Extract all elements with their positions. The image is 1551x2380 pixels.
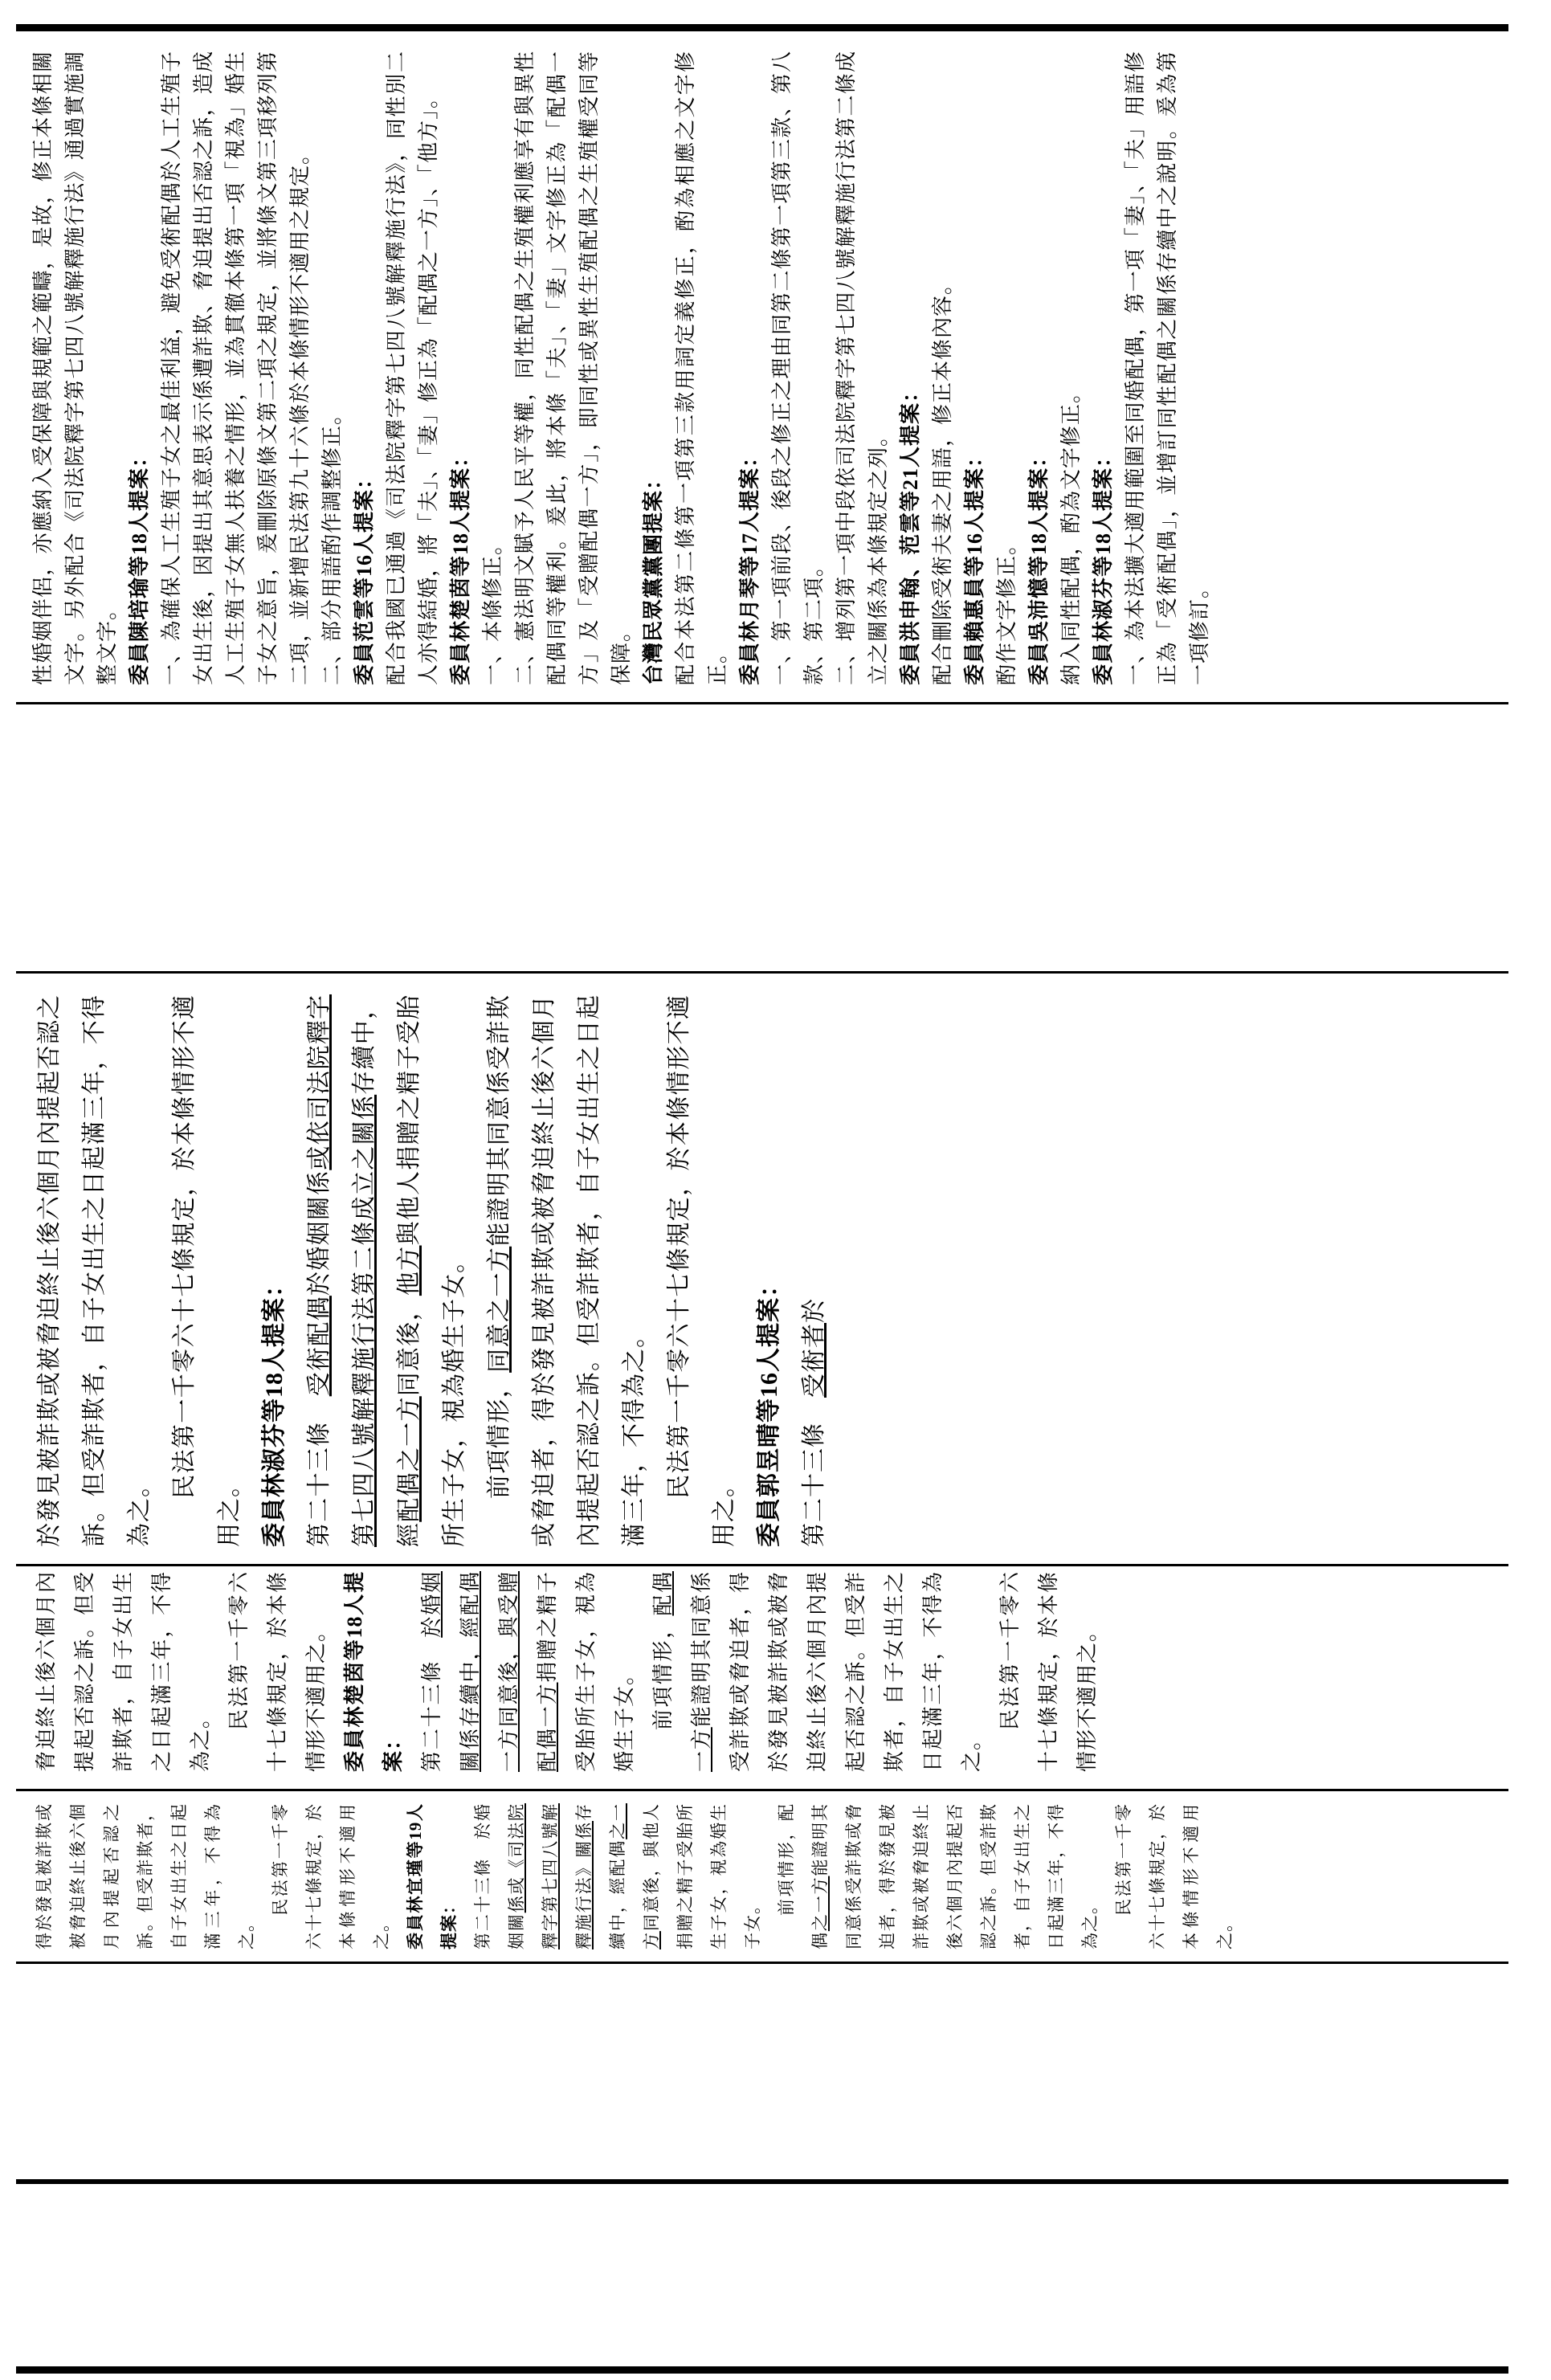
text-run: 委員林淑芬等18人提案： [261, 1272, 288, 1547]
text-run: 或依司法院釋字第七四八號解釋施行法第二條成立之關係 [306, 994, 378, 1547]
proposal-column-linyichin-body [769, 1803, 1107, 1949]
text-run: 能證明其同意係受詐欺或脅迫者，得於發見被詐欺或被脅迫終止後六個月內提起否認之訴。但受詐欺者，自子女出生之日起滿三年，不得為之。 [810, 1802, 1100, 1949]
text-run: 二、部分用語酌作調整修正。 [320, 402, 344, 685]
text-run: 一、第一項前段、後段之修正之理由同第二條第一項第三款、第八款、第二項。 [770, 51, 826, 685]
text-run: 一、為確保人工生殖子女之最佳利益，避免受術配偶於人工生殖子女出生後，因提出其意思表示係遭詐欺、脅迫提出否認之訴，造成人工生殖子女無人扶養之情形，並為貫徹本條第一項「視為」婚生子女之意旨，爰刪除原條文第二項之規定，並將條文第三項移列第二項，並新增民法第九十六條於本條情形不適用之規定。 [160, 51, 312, 685]
text-run: 二、增列第一項中段依司法院釋字第七四八號解釋施行法第二條成立之關係為本條規定之列。 [835, 51, 890, 685]
text-run: 委員林淑芬等18人提案： [1092, 445, 1115, 685]
text-run: 同意後，與他人捐贈之精子受胎所生子女，視為婚生子女。 [642, 1802, 762, 1949]
explanation-column-item [477, 51, 509, 685]
text-run: 同意之一方 [486, 1246, 512, 1373]
text-run: 配合我國已通過《司法院釋字第七四八號解釋施行法》，同性別二人亦得結婚，將「夫」、「妻」修正為「配偶之一方」、「他方」。 [385, 51, 440, 685]
text-run: 配偶一方 [651, 1571, 713, 1772]
proposal-column-linshufen-guoyuching-header [747, 994, 792, 1547]
text-run: 台灣民眾黨黨團提案： [642, 467, 665, 685]
column-empty-column-b [16, 1970, 1508, 2176]
text-run: 前項情形， [651, 1615, 675, 1730]
text-run: 存續中，經配偶 [574, 1803, 627, 1949]
column-proposal-column-linyichin [16, 1798, 1508, 1954]
explanation-column-item [316, 51, 349, 685]
explanation-column-header [959, 51, 991, 685]
text-run: 民法第一千零六十七條規定，於本條情形不適用之。 [171, 994, 243, 1547]
column-explanation-column [16, 46, 1508, 690]
text-run: 與他人捐贈之精子受胎所生子女，視為婚生子女。 [396, 994, 467, 1547]
proposal-column-linchuyin-tail [27, 1571, 220, 1772]
explanation-column-header [1023, 51, 1055, 685]
text-run: 委員林楚茵等18人提案： [449, 445, 472, 685]
text-run: 前項情形， [486, 1372, 512, 1499]
explanation-column-item [509, 51, 638, 685]
explanation-column-item [991, 51, 1023, 685]
proposal-column-linyichin-body [1107, 1803, 1242, 1949]
text-run: 捐贈之精子受胎所生子女，視為婚生子女。 [536, 1571, 636, 1772]
text-run: 受術者 [801, 1323, 827, 1398]
text-run: 性婚姻伴侶，亦應納入受保障與規範之範疇，是故，修正本條相關文字。另外配合《司法院釋字第七四八號解釋施行法》通過實施調整文字。 [31, 51, 119, 685]
text-run: 於發見被詐欺或被脅迫終止後六個月內提起否認之訴。但受詐欺者，自子女出生之日起滿三年，不得為之。 [36, 994, 153, 1547]
proposal-column-linshufen-guoyuching-tail [27, 994, 162, 1547]
rule-col3-left [16, 1789, 1508, 1791]
rule-col2-left [16, 1962, 1508, 1964]
text-run: 配合本法第二條第一項第三款用詞定義修正，酌為相應之文字修正。 [674, 51, 729, 685]
text-run: 係或《司法院釋字第七四八號解釋施行法》關係 [507, 1802, 594, 1949]
explanation-column-item [831, 51, 895, 685]
proposal-column-linshufen-guoyuching-header [252, 994, 297, 1547]
text-run: 民法第一千零六十七條規定，於本條情形不適用之。 [998, 1571, 1099, 1772]
text-run: 委員郭昱晴等16人提案： [756, 1272, 782, 1547]
text-run: 委員陳培瑜等18人提案： [128, 445, 151, 685]
explanation-column-header [445, 51, 477, 685]
text-run: 於婚姻關係存續中，經配偶一方同意後，與受贈配偶一方 [420, 1571, 559, 1772]
column-empty-column-a [16, 711, 1508, 966]
proposal-column-linyichin-article [466, 1803, 769, 1949]
text-run: 能證明其同意係受詐欺或脅迫者，得於發見被詐欺或被脅迫終止後六個月內提起否認之訴。但受詐欺者，自子女出生之日起滿三年，不得為之。 [486, 994, 647, 1547]
text-run: 民法第一千零六十七條規定，於本條情形不適用之。 [227, 1571, 328, 1772]
explanation-column-item [1120, 51, 1216, 685]
proposal-column-linshufen-guoyuching-body [477, 994, 657, 1547]
proposal-column-linshufen-guoyuching-body [657, 994, 747, 1547]
explanation-column-tail [27, 51, 124, 685]
proposal-column-linshufen-guoyuching-article [792, 994, 837, 1547]
text-run: 第二十三條 [801, 1398, 827, 1547]
text-run: 他方 [396, 1245, 422, 1296]
explanation-column-item [381, 51, 445, 685]
text-run: 一、為本法擴大適用範圍至同婚配偶，第一項「妻」、「夫」用語修正為「受術配偶」，並增訂同性配偶之關係存續中之說明。爰為第一項修訂。 [1124, 51, 1211, 685]
explanation-column-item [927, 51, 959, 685]
text-run: 之一方 [810, 1876, 830, 1932]
text-run: 委員林月琴等17人提案： [738, 445, 761, 685]
text-run: 民法第一千零六十七條規定，於本條情形不適用之。 [1114, 1803, 1235, 1949]
text-run: 第二十三條 [420, 1637, 443, 1772]
text-run: 委員吳沛憶等18人提案： [1027, 445, 1051, 685]
explanation-column-header [638, 51, 670, 685]
explanation-column-item [670, 51, 734, 685]
explanation-column-header [349, 51, 381, 685]
text-run: 第二十三條 [306, 1396, 333, 1547]
text-run: 委員林楚茵等18人提案： [343, 1571, 405, 1772]
text-run: 之一方 [608, 1802, 661, 1949]
text-run: 於 [801, 1298, 827, 1323]
text-run: 一、本條修正。 [481, 533, 504, 685]
table-right-border-thick [16, 24, 1508, 31]
text-run: 受術配偶 [306, 1296, 333, 1397]
text-run: 二、憲法明文賦予人民平等權，同性配偶之生殖權利應享有與異性配偶同等權利。爰此，將本條「夫」、「妻」文字修正為「配偶一方」及「受贈配偶一方」，即同性或異性生殖配偶之生殖權受同等保障。 [513, 51, 633, 685]
explanation-column-item [766, 51, 831, 685]
explanation-column-header [895, 51, 927, 685]
rule-explanation-left [16, 702, 1508, 704]
text-run: 得於發見被詐欺或被脅迫終止後六個月內提起否認之訴。但受詐欺者，自子女出生之日起滿三年，不得為之。 [35, 1803, 256, 1949]
proposal-column-linyichin-tail [27, 1803, 263, 1949]
text-run: 委員林宜瑾等19人提案： [406, 1803, 459, 1949]
text-run: 於婚姻關係 [306, 1170, 333, 1296]
text-run: 同意後， [396, 1296, 422, 1397]
text-run: 酌作文字修正。 [995, 533, 1018, 685]
rule-col1-left-heavy [16, 2179, 1508, 2184]
text-run: 委員賴惠員等16人提案： [963, 445, 986, 685]
explanation-column-header [734, 51, 766, 685]
text-run: 脅迫終止後六個月內提起否認之訴。但受詐欺者，自子女出生之日起滿三年，不得為之。 [35, 1571, 212, 1772]
text-run: 能證明其同意係受詐欺或脅迫者，得於發見被詐欺或被脅迫終止後六個月內提起否認之訴。但受詐欺者，自子女出生之日起滿三年，不得為之。 [690, 1571, 983, 1772]
explanation-column-header [1088, 51, 1120, 685]
explanation-column-item [1055, 51, 1088, 685]
text-run: 委員洪申翰、范雲等21人提案： [899, 380, 922, 685]
text-run: 存續中，經 [351, 994, 422, 1547]
proposal-column-linchuyin-body [220, 1571, 336, 1772]
proposal-column-linchuyin-article [413, 1571, 644, 1772]
column-proposal-column-linshufen-guoyuching [16, 990, 1508, 1552]
proposal-column-linchuyin-body [991, 1571, 1107, 1772]
text-run: 配合刪除受術夫妻之用語，修正本條內容。 [931, 272, 954, 685]
text-run: 委員范雲等16人提案： [353, 467, 376, 685]
text-run: 配偶之一方 [396, 1396, 422, 1522]
text-run: 第二十三條 於婚姻關 [473, 1803, 526, 1949]
explanation-column-header [124, 51, 156, 685]
text-run: 民法第一千零六十七條規定，於本條情形不適用之。 [271, 1803, 391, 1949]
rule-empty-col-left [16, 971, 1508, 974]
text-run: 民法第一千零六十七條規定，於本條情形不適用之。 [666, 994, 737, 1547]
column-empty-column-c [16, 2190, 1508, 2364]
proposal-column-linyichin-body [263, 1803, 398, 1949]
table-left-border-thick [16, 2366, 1508, 2374]
proposal-column-linshufen-guoyuching-body [162, 994, 252, 1547]
text-run: 前項情形，配偶 [777, 1803, 830, 1949]
proposal-column-linchuyin-body [644, 1571, 991, 1772]
text-run: 納入同性配偶，酌為文字修正。 [1059, 381, 1083, 685]
explanation-column-item [156, 51, 316, 685]
proposal-column-linchuyin-header [336, 1571, 413, 1772]
proposal-column-linshufen-guoyuching-article [297, 994, 477, 1547]
proposal-column-linyichin-header [398, 1803, 466, 1949]
column-proposal-column-linchuyin [16, 1566, 1508, 1777]
